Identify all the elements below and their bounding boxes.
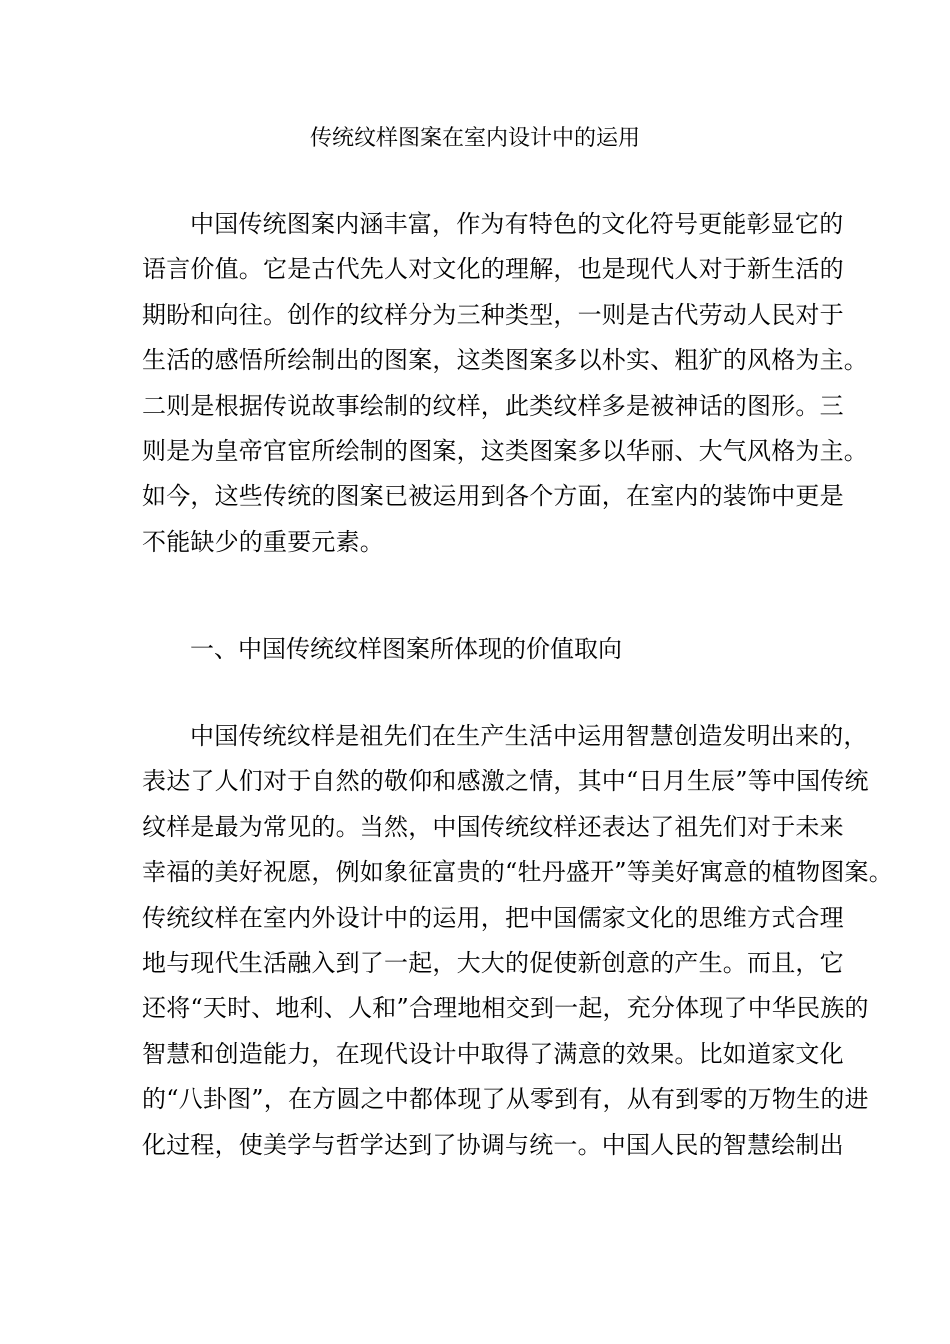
paragraph-line: 的“八卦图”，在方圆之中都体现了从零到有，从有到零的万物生的进 — [142, 1085, 869, 1114]
section-paragraph — [142, 714, 893, 1168]
paragraph-line: 则是为皇帝官宦所绘制的图案，这类图案多以华丽、大气风格为主。 — [142, 436, 868, 465]
paragraph-line: 期盼和向往。创作的纹样分为三种类型，一则是古代劳动人民对于 — [142, 300, 844, 329]
paragraph-line: 语言价值。它是古代先人对文化的理解，也是现代人对于新生活的 — [142, 255, 844, 284]
paragraph-line: 幸福的美好祝愿，例如象征富贵的“牡丹盛开”等美好寓意的植物图案。 — [142, 858, 893, 887]
paragraph-line: 还将“天时、地利、人和”合理地相交到一起，充分体现了中华民族的 — [142, 994, 869, 1023]
paragraph-line: 如今，这些传统的图案已被运用到各个方面，在室内的装饰中更是 — [142, 482, 844, 511]
paragraph-line: 二则是根据传说故事绘制的纹样，此类纹样多是被神话的图形。三 — [142, 391, 844, 420]
paragraph-line: 智慧和创造能力，在现代设计中取得了满意的效果。比如道家文化 — [142, 1039, 844, 1068]
document-title: 传统纹样图案在室内设计中的运用 — [309, 126, 640, 151]
paragraph-line: 生活的感悟所绘制出的图案，这类图案多以朴实、粗犷的风格为主。 — [142, 346, 868, 375]
paragraph-line: 中国传统纹样是祖先们在生产生活中运用智慧创造发明出来的， — [190, 722, 868, 750]
section-heading: 一、中国传统纹样图案所体现的价值取向 — [190, 635, 622, 663]
paragraph-line: 表达了人们对于自然的敬仰和感激之情，其中“日月生辰”等中国传统 — [142, 767, 869, 796]
intro-paragraph — [142, 202, 868, 565]
paragraph-line: 化过程，使美学与哲学达到了协调与统一。中国人民的智慧绘制出 — [142, 1130, 844, 1159]
paragraph-line: 传统纹样在室内外设计中的运用，把中国儒家文化的思维方式合理 — [142, 903, 844, 932]
paragraph-line: 不能缺少的重要元素。 — [142, 527, 384, 556]
paragraph-line: 纹样是最为常见的。当然，中国传统纹样还表达了祖先们对于未来 — [142, 812, 844, 841]
paragraph-line: 地与现代生活融入到了一起，大大的促使新创意的产生。而且，它 — [142, 948, 844, 977]
paragraph-line: 中国传统图案内涵丰富，作为有特色的文化符号更能彰显它的 — [190, 210, 844, 238]
